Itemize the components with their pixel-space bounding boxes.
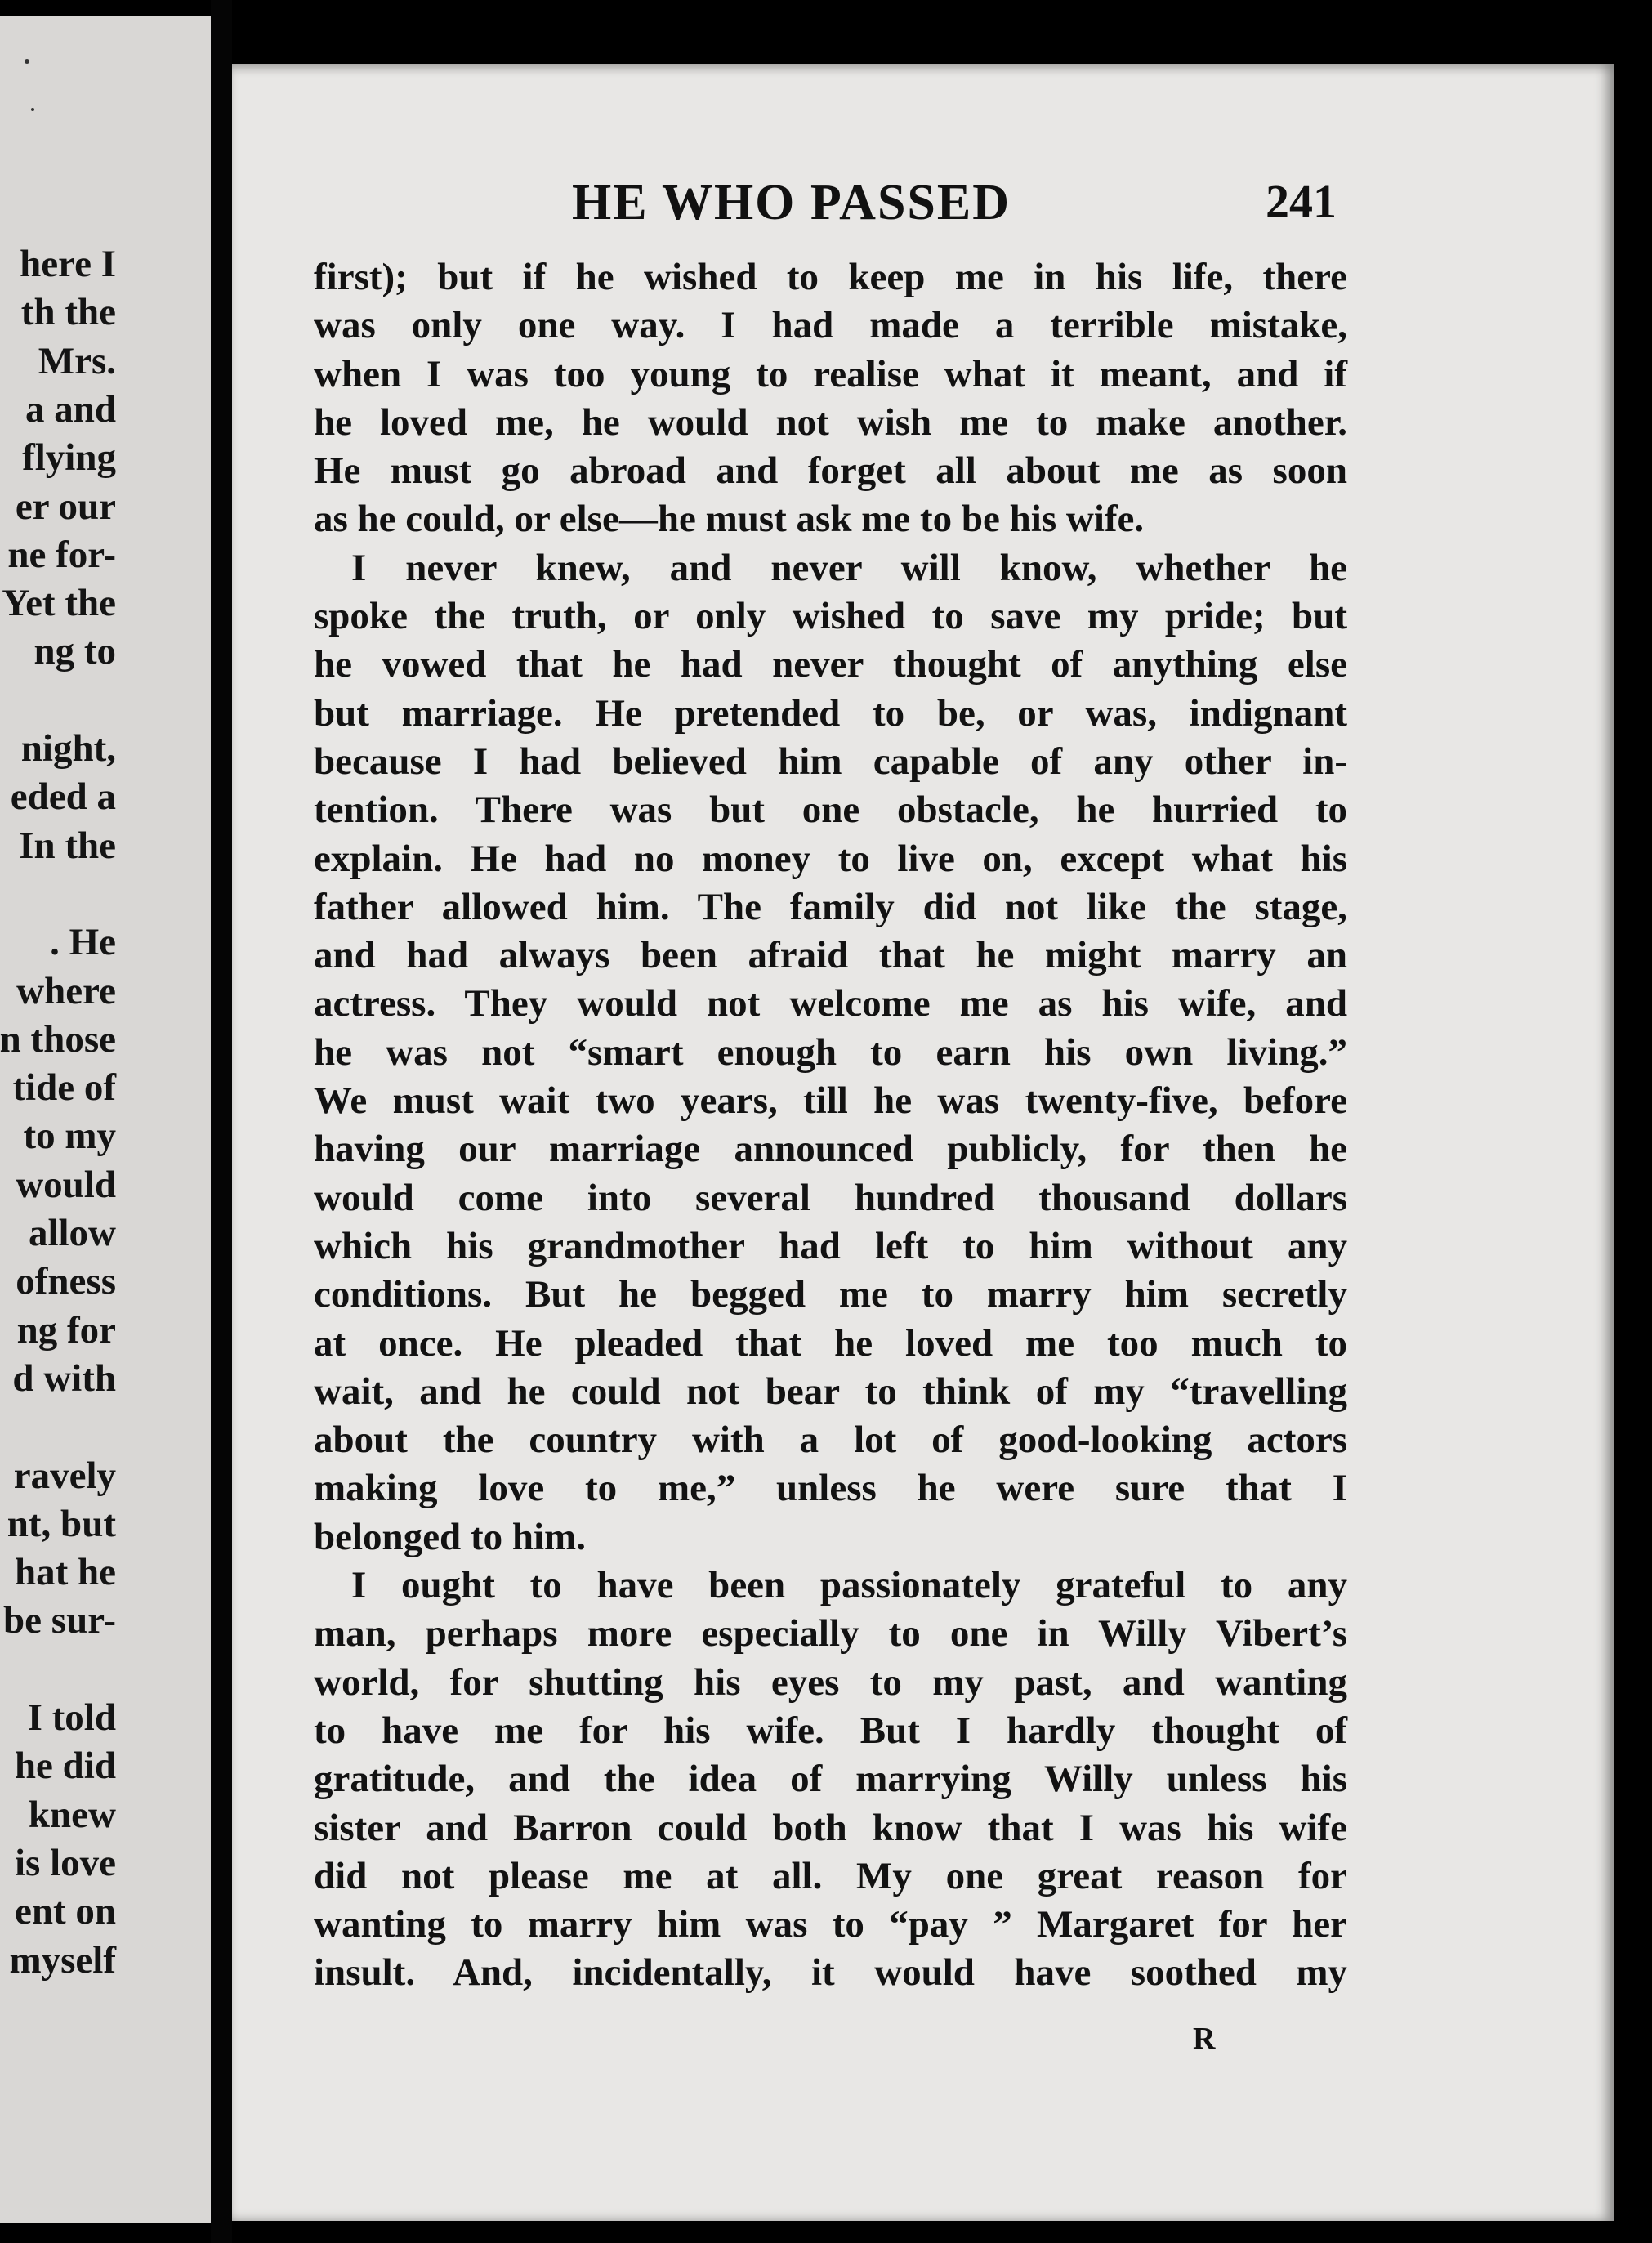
left-page-line-fragment: Yet the [2, 582, 116, 625]
left-page-line-fragment: would [16, 1163, 116, 1206]
running-title: HE WHO PASSED [572, 175, 1011, 230]
text-line: about the country with a lot of good-looking actors [314, 1419, 1347, 1462]
text-line: as he could, or else—he must ask me to be his wife. [314, 498, 1145, 541]
left-page-line-fragment: eded a [10, 775, 116, 819]
text-line: tention. There was but one obstacle, he hurried to [314, 789, 1347, 832]
left-page-line-fragment: d with [12, 1356, 116, 1400]
left-page-line-fragment: where [16, 969, 116, 1012]
text-line: did not please me at all. My one great reason for [314, 1854, 1347, 1897]
text-line: wait, and he could not bear to think of my “travelling [314, 1369, 1347, 1413]
text-line: making love to me,” unless he were sure that I [314, 1467, 1347, 1510]
left-page-line-fragment: flying [22, 436, 116, 480]
text-line: explain. He had no money to live on, except what his [314, 837, 1347, 880]
text-line: sister and Barron could both know that I was his wife [314, 1806, 1347, 1849]
left-facing-page [0, 16, 211, 2223]
text-line: I never knew, and never will know, whether he [351, 546, 1347, 589]
text-line: which his grandmother had left to him without any [314, 1224, 1347, 1267]
left-page-line-fragment: to my [23, 1115, 116, 1158]
left-page-line-fragment: nt, but [7, 1502, 116, 1545]
ink-speck [31, 108, 34, 111]
left-page-line-fragment: th the [20, 291, 116, 334]
text-line: father allowed him. The family did not like the stage, [314, 885, 1347, 928]
text-line: and had always been afraid that he might marry an [314, 934, 1347, 977]
left-page-line-fragment: ravely [13, 1454, 116, 1497]
left-page-line-fragment: ne for- [7, 533, 116, 576]
text-line: belonged to him. [314, 1515, 586, 1558]
left-page-line-fragment: myself [9, 1938, 116, 1982]
text-line: actress. They would not welcome me as his wife, and [314, 982, 1347, 1025]
left-page-line-fragment: ofness [16, 1260, 116, 1303]
left-page-line-fragment: . He [50, 921, 116, 964]
text-line: man, perhaps more especially to one in Willy Vibert’s [314, 1612, 1347, 1655]
left-page-line-fragment: Mrs. [38, 339, 116, 382]
left-page-line-fragment: is love [14, 1841, 116, 1884]
left-page-line-fragment: knew [28, 1793, 116, 1836]
left-page-line-fragment: ng to [33, 630, 116, 673]
text-line: would come into several hundred thousand dollars [314, 1176, 1347, 1219]
left-page-line-fragment: er our [15, 485, 116, 528]
left-page-line-fragment: night, [20, 727, 116, 770]
text-line: insult. And, incidentally, it would have soothed my [314, 1951, 1347, 1995]
text-line: was only one way. I had made a terrible mistake, [314, 304, 1347, 347]
left-page-line-fragment: I told [27, 1696, 116, 1739]
text-line: when I was too young to realise what it meant, and if [314, 352, 1347, 395]
text-line: he was not “smart enough to earn his own living.” [314, 1030, 1347, 1074]
left-page-line-fragment: tide of [12, 1066, 116, 1110]
left-page-line-fragment: he did [14, 1745, 116, 1788]
text-line: wanting to marry him was to “pay ” Margaret for her [314, 1903, 1347, 1946]
right-page [232, 64, 1614, 2221]
text-line: at once. He pleaded that he loved me too much to [314, 1321, 1347, 1365]
book-gutter [211, 0, 232, 2243]
left-page-line-fragment: allow [28, 1212, 116, 1254]
text-line: We must wait two years, till he was twenty-five, before [314, 1079, 1347, 1123]
left-page-line-fragment: here I [20, 243, 116, 285]
left-page-line-fragment: hat he [14, 1551, 116, 1594]
text-line: but marriage. He pretended to be, or was, indignant [314, 691, 1347, 735]
page-number: 241 [1266, 175, 1337, 228]
text-line: I ought to have been passionately grateful to any [351, 1564, 1347, 1607]
body-text [314, 253, 1347, 1998]
text-line: world, for shutting his eyes to my past, and wanting [314, 1660, 1347, 1704]
left-page-line-fragment: be sur- [3, 1599, 116, 1642]
text-line: having our marriage announced publicly, for then he [314, 1128, 1347, 1171]
left-page-line-fragment: a and [25, 387, 116, 431]
left-page-line-fragment: ng for [16, 1308, 116, 1352]
text-line: because I had believed him capable of any other in- [314, 739, 1347, 783]
text-line: he vowed that he had never thought of anything else [314, 643, 1347, 686]
left-page-line-fragment: n those [0, 1017, 116, 1061]
text-line: to have me for his wife. But I hardly thought of [314, 1709, 1347, 1752]
text-line: spoke the truth, or only wished to save my pride; but [314, 595, 1347, 638]
text-line: gratitude, and the idea of marrying Willy unless his [314, 1758, 1347, 1801]
left-page-line-fragment: ent on [14, 1890, 116, 1933]
text-line: conditions. But he begged me to marry him secretly [314, 1273, 1347, 1316]
page-header [232, 174, 1614, 248]
printer-signature-mark: R [1193, 2022, 1216, 2056]
text-line: he loved me, he would not wish me to make another. [314, 400, 1347, 444]
text-line: He must go abroad and forget all about me as soon [314, 449, 1347, 493]
ink-speck [25, 59, 29, 64]
left-page-line-fragment: In the [19, 824, 116, 867]
text-line: first); but if he wished to keep me in his life, there [314, 256, 1347, 298]
